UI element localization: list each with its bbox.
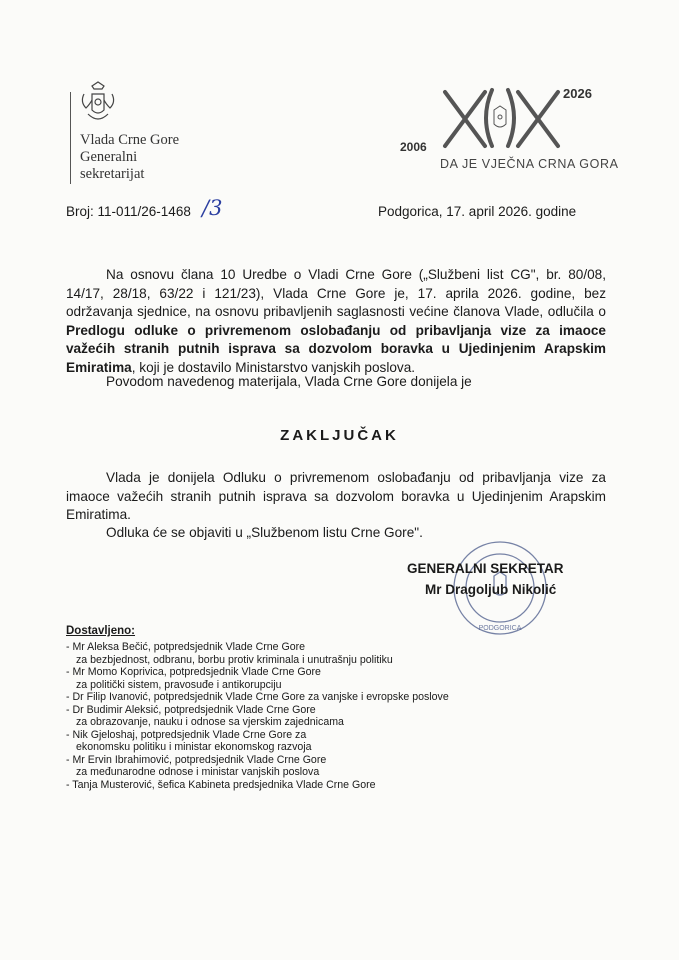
list-item [66,666,586,691]
recipient-line: - Mr Aleksa Bečić, potpredsjednik Vlade Crne Gore [66,641,306,653]
intro-text: Na osnovu člana 10 Uredbe o Vladi Crne Gore („Službeni list CG", br. 80/08, 14/17, 28/18, 63/22 i 121/23), Vlada Crne Gore je, 17. aprila 2026. godine, bez održavanja sjednice, na osnovu pribavljenih saglasnosti većine članova Vlade, odlučila o [66,267,606,319]
list-item [66,779,586,792]
list-item [66,754,586,779]
list-item [66,691,586,704]
decision-intro: Povodom navedenog materijala, Vlada Crne Gore donijela je [106,374,472,389]
logo-year-start: 2006 [400,140,427,154]
intro-paragraph [66,266,606,377]
recipient-portfolio: za politički sistem, pravosuđe i antikorupciju [76,678,282,691]
coat-of-arms-icon [78,80,118,128]
publication-paragraph: Odluka će se objaviti u „Službenom listu Crne Gore". [106,525,423,540]
header-divider [70,92,71,184]
stamp-text: PODGORICA [478,625,522,632]
intro-text-end: , koji je dostavilo Ministarstvo vanjskih poslova. [131,359,416,375]
signatory-name: Mr Dragoljub Nikolić [425,582,557,597]
conclusion-heading: ZAKLJUČAK [280,427,399,444]
proposal-title: Predlogu odluke o privremenom oslobađanju od pribavljanja vize za imaoce važećih stranih putnih isprava sa dozvolom boravka u Ujedinjenim Arapskim Emiratima [66,322,606,375]
conclusion-paragraph: Vlada je donijela Odluku o privremenom oslobađanju od pribavljanja vize za imaoce važećih stranih putnih isprava sa dozvolom boravka u Ujedinjenim Arapskim Emiratima. [66,470,606,522]
institution-name [80,132,179,183]
signatory-title: GENERALNI SEKRETAR [407,561,564,576]
list-item [66,704,586,729]
distribution-title: Dostavljeno: [66,625,136,637]
institution-line: sekretarijat [80,166,145,182]
recipient-line: - Mr Momo Koprivica, potpredsjednik Vlade Crne Gore [66,666,321,678]
recipient-portfolio: za međunarodne odnose i ministar vanjskih poslova [76,766,320,778]
institution-line: Vlada Crne Gore [80,132,180,148]
recipient-portfolio: za bezbjednost, odbranu, borbu protiv kriminala i unutrašnju politiku [76,653,393,666]
logo-motto: DA JE VJEČNA CRNA GORA [440,157,619,171]
logo-year-end: 2026 [563,86,592,101]
recipient-line: - Mr Ervin Ibrahimović, potpredsjednik Vlade Crne Gore [66,753,327,766]
institution-line: Generalni [80,149,138,165]
recipient-portfolio: za obrazovanje, nauku i odnose sa vjerskim zajednicama [76,716,344,728]
recipient-line: - Dr Budimir Aleksić, potpredsjednik Vlade Crne Gore [66,703,316,716]
recipient-line: - Nik Gjeloshaj, potpredsjednik Vlade Crne Gore za [66,728,307,741]
recipient-line: - Dr Filip Ivanović, potpredsjednik Vlade Crne Gore za vanjske i evropske poslove [66,691,449,703]
list-item [66,641,586,666]
distribution-list [66,641,586,791]
document-number: Broj: 11-011/26-1468 [66,204,191,219]
recipient-portfolio: ekonomsku politiku i ministar ekonomskog razvoja [76,741,312,753]
handwritten-number: /3 [202,196,223,220]
place-date: Podgorica, 17. april 2026. godine [378,204,577,219]
list-item [66,729,586,754]
recipient-line: - Tanja Musterović, šefica Kabineta predsjednika Vlade Crne Gore [66,778,376,791]
